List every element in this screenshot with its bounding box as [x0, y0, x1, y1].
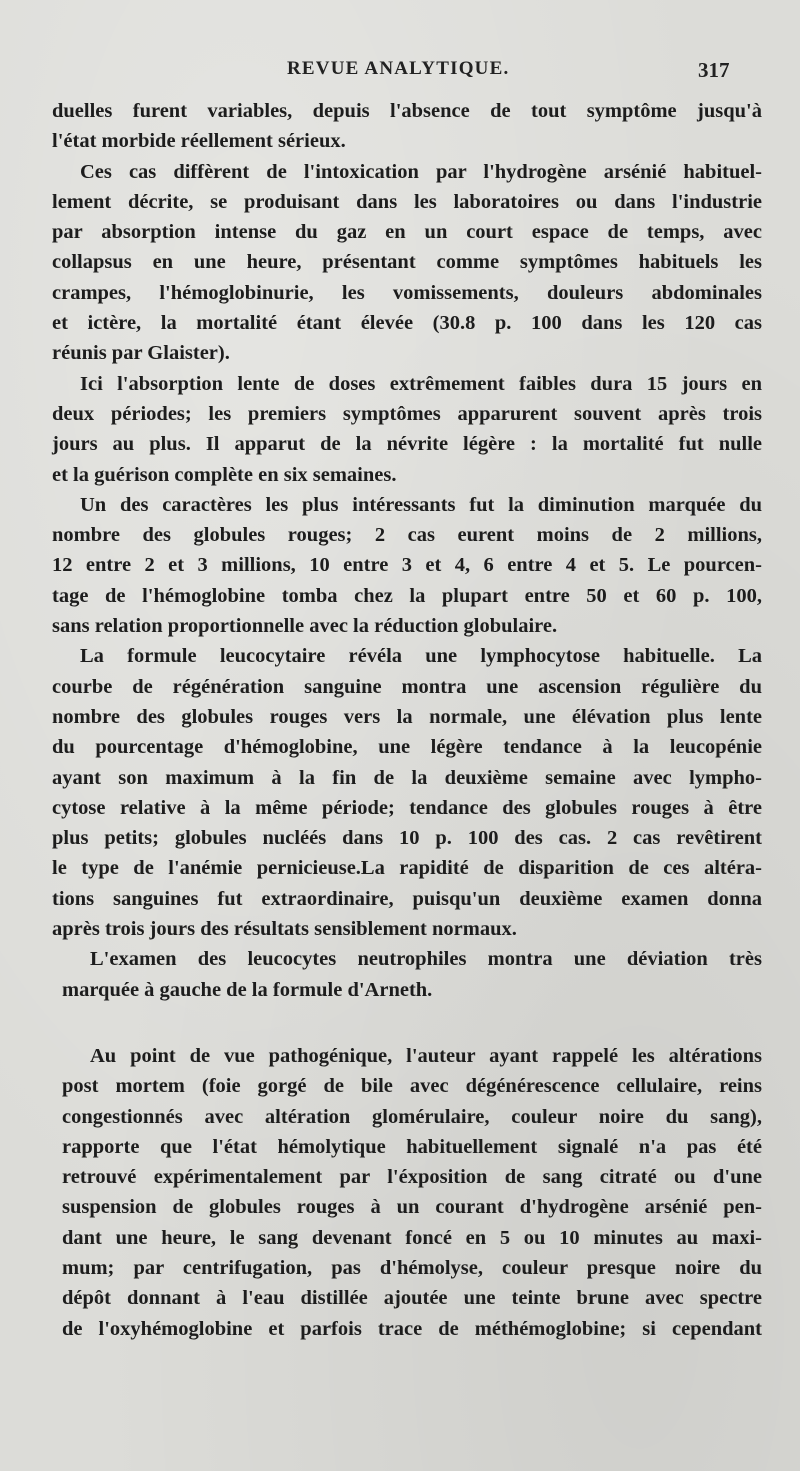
- text-line: et ictère, la mortalité étant élevée (30.8 p. 100 dans les 120 cas: [52, 312, 762, 335]
- text-line: dant une heure, le sang devenant foncé en 5 ou 10 minutes au maxi-: [62, 1226, 762, 1249]
- text-line: plus petits; globules nucléés dans 10 p. 100 des cas. 2 cas revêtirent: [52, 827, 762, 850]
- text-line: dépôt donnant à l'eau distillée ajoutée une teinte brune avec spectre: [62, 1287, 762, 1310]
- text-line: Un des caractères les plus intéressants fut la diminution marquée du: [80, 493, 762, 516]
- text-line: ayant son maximum à la fin de la deuxième semaine avec lympho-: [52, 766, 762, 789]
- text-line: de l'oxyhémoglobine et parfois trace de méthémoglobine; si cependant: [62, 1317, 762, 1340]
- text-line: réunis par Glaister).: [52, 342, 230, 365]
- text-line: tions sanguines fut extraordinaire, puisqu'un deuxième examen donna: [52, 887, 762, 910]
- text-line: collapsus en une heure, présentant comme symptômes habituels les: [52, 251, 762, 274]
- text-line: duelles furent variables, depuis l'absence de tout symptôme jusqu'à: [52, 100, 762, 122]
- text-line: Ici l'absorption lente de doses extrêmement faibles dura 15 jours en: [80, 372, 762, 395]
- text-line: nombre des globules rouges; 2 cas eurent moins de 2 millions,: [52, 524, 762, 547]
- text-line: lement décrite, se produisant dans les laboratoires ou dans l'industrie: [52, 190, 762, 213]
- text-line: marquée à gauche de la formule d'Arneth.: [62, 978, 433, 1001]
- text-line: deux périodes; les premiers symptômes apparurent souvent après trois: [52, 402, 762, 425]
- text-line: du pourcentage d'hémoglobine, une légère tendance à la leucopénie: [52, 736, 762, 759]
- text-line: rapporte que l'état hémolytique habituellement signalé n'a pas été: [62, 1135, 762, 1158]
- text-line: L'examen des leucocytes neutrophiles montra une déviation très: [90, 948, 762, 971]
- paragraph: [52, 490, 762, 641]
- text-line: et la guérison complète en six semaines.: [52, 463, 397, 486]
- text-line: courbe de régénération sanguine montra une ascension régulière du: [52, 675, 762, 698]
- paragraph: [52, 369, 762, 490]
- text-line: congestionnés avec altération glomérulaire, couleur noire du sang),: [62, 1105, 762, 1128]
- text-line: Ces cas diffèrent de l'intoxication par l'hydrogène arsénié habituel-: [80, 160, 762, 183]
- text-line: le type de l'anémie pernicieuse.La rapidité de disparition de ces altéra-: [52, 857, 762, 880]
- paragraph: [52, 944, 762, 1005]
- text-line: 12 entre 2 et 3 millions, 10 entre 3 et 4, 6 entre 4 et 5. Le pourcen-: [52, 554, 762, 577]
- page-header: [0, 58, 800, 88]
- body-text: [52, 96, 762, 1344]
- text-line: La formule leucocytaire révéla une lymphocytose habituelle. La: [80, 645, 762, 668]
- text-line: suspension de globules rouges à un courant d'hydrogène arsénié pen-: [62, 1196, 762, 1219]
- text-line: l'état morbide réellement sérieux.: [52, 130, 346, 153]
- paragraph: [52, 157, 762, 369]
- text-line: crampes, l'hémoglobinurie, les vomissements, douleurs abdominales: [52, 281, 762, 304]
- text-line: nombre des globules rouges vers la normale, une élévation plus lente: [52, 705, 762, 728]
- text-line: après trois jours des résultats sensiblement normaux.: [52, 918, 517, 941]
- text-line: tage de l'hémoglobine tomba chez la plupart entre 50 et 60 p. 100,: [52, 584, 762, 607]
- paragraph: [52, 96, 762, 157]
- page-number: 317: [698, 58, 730, 82]
- text-line: cytose relative à la même période; tendance des globules rouges à être: [52, 796, 762, 819]
- text-line: Au point de vue pathogénique, l'auteur ayant rappelé les altérations: [90, 1044, 762, 1067]
- text-line: retrouvé expérimentalement par l'éxposition de sang citraté ou d'une: [62, 1166, 762, 1189]
- text-line: jours au plus. Il apparut de la névrite légère : la mortalité fut nulle: [52, 433, 762, 456]
- section-gap: [52, 1005, 762, 1041]
- paragraph: [52, 1041, 762, 1344]
- paragraph: [52, 641, 762, 944]
- text-line: post mortem (foie gorgé de bile avec dégénérescence cellulaire, reins: [62, 1075, 762, 1098]
- running-title: REVUE ANALYTIQUE.: [287, 58, 510, 79]
- text-line: par absorption intense du gaz en un court espace de temps, avec: [52, 221, 762, 244]
- text-line: sans relation proportionnelle avec la réduction globulaire.: [52, 615, 558, 638]
- text-line: mum; par centrifugation, pas d'hémolyse, couleur presque noire du: [62, 1256, 762, 1279]
